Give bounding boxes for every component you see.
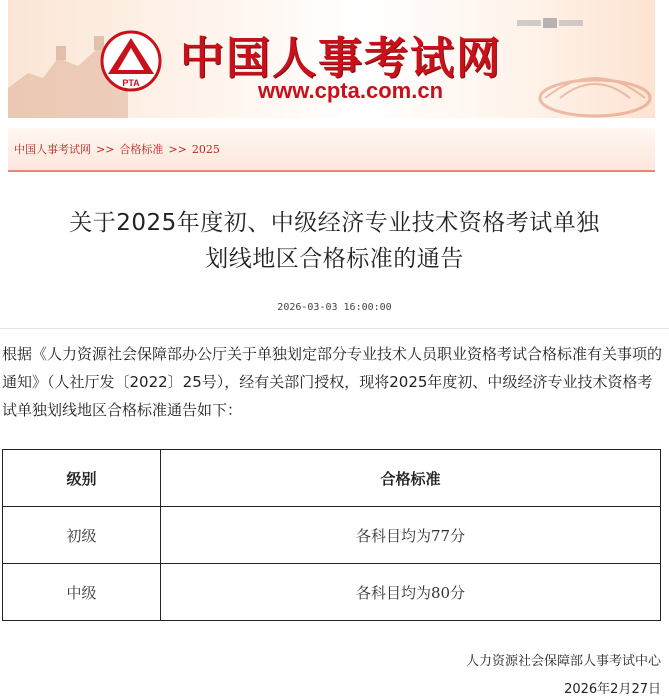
pta-logo-icon[interactable] [100,30,162,92]
table-header-level: 级别 [3,450,161,507]
divider [0,328,669,329]
signature-date: 2026年2月27日 [564,682,661,697]
logo-text: PTA [122,78,140,88]
table-cell-level: 中级 [3,564,161,621]
table-header-standard: 合格标准 [161,450,661,507]
article-title-line2: 划线地区合格标准的通告 [205,246,464,272]
breadcrumb-home-link[interactable]: 中国人事考试网 [14,143,91,156]
breadcrumb-year-link[interactable]: 2025 [191,142,220,156]
site-banner [8,0,655,118]
breadcrumb [8,128,655,172]
signature-organization: 人力资源社会保障部人事考试中心 [465,654,661,669]
table-row [3,507,661,564]
publish-time: 2026-03-03 16:00:00 [277,302,392,313]
breadcrumb-standards-link[interactable]: 合格标准 [119,143,164,156]
table-header-row [3,450,661,507]
site-title[interactable]: 中国人事考试网 [180,33,502,84]
site-url[interactable]: www.cpta.com.cn [258,78,444,103]
table-cell-level: 初级 [3,507,161,564]
table-cell-standard: 各科目均为80分 [161,564,661,621]
table-cell-standard: 各科目均为77分 [161,507,661,564]
satellite-illustration [515,8,585,38]
pass-standard-table [2,449,661,621]
stadium-illustration [525,48,655,118]
breadcrumb-separator: >> [168,142,187,156]
breadcrumb-separator: >> [96,142,115,156]
article-body: 根据《人力资源社会保障部办公厅关于单独划定部分专业技术人员职业资格考试合格标准有关事项的通知》（人社厅发〔2022〕25号），经有关部门授权，现将2025年度初、中级经济专业技术资格考试单独划线地区合格标准通告如下： [2,345,663,419]
article-title-line1: 关于2025年度初、中级经济专业技术资格考试单独 [69,210,600,236]
article-title [0,205,669,277]
table-row [3,564,661,621]
